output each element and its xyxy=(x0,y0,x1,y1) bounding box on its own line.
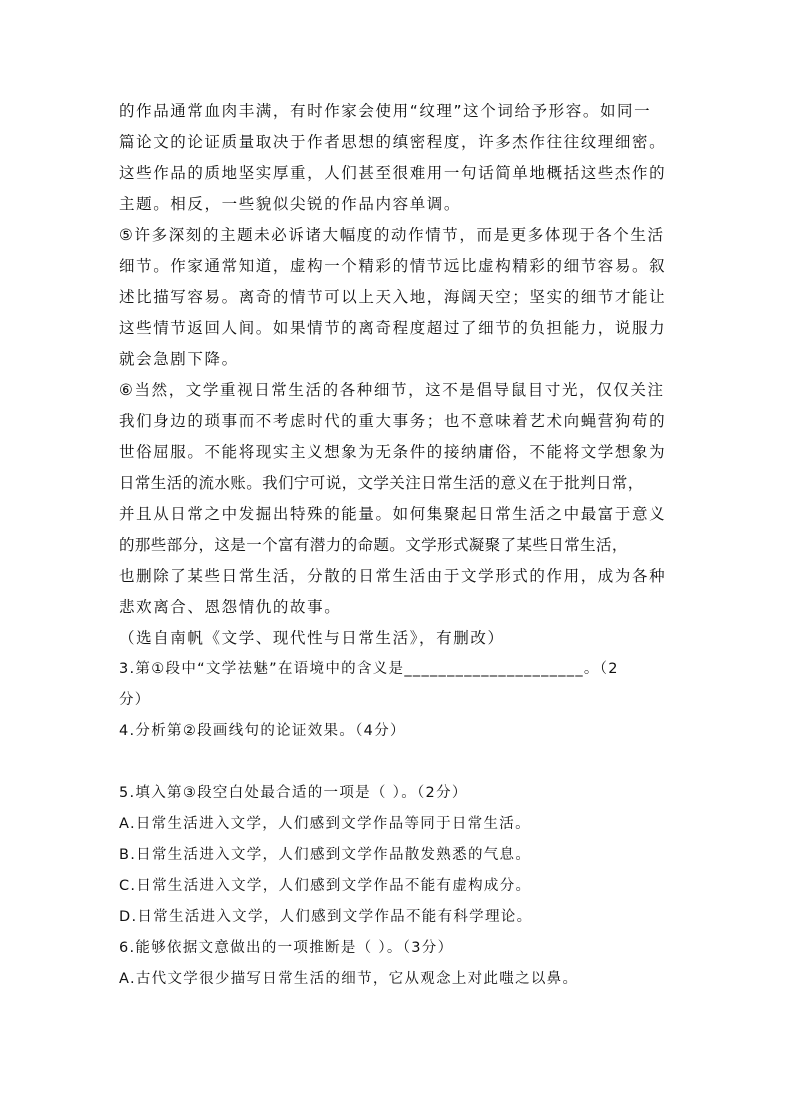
question-5-option-a: A.日常生活进入文学，人们感到文学作品等同于日常生活。 xyxy=(119,816,531,832)
question-4: 4.分析第②段画线句的论证效果。（4分） xyxy=(119,723,406,739)
question-6: 6.能够依据文意做出的一项推断是（ ）。（3分） xyxy=(119,940,454,956)
question-5-option-d: D.日常生活进入文学，人们感到文学作品不能有科学理论。 xyxy=(119,909,533,925)
paragraph-6-line: 悲欢离合、恩怨情仇的故事。 xyxy=(119,598,342,616)
paragraph-6-line: ⑥当然，文学重视日常生活的各种细节，这不是倡导鼠目寸光，仅仅关注 xyxy=(119,381,665,399)
question-5: 5.填入第③段空白处最合适的一项是（ ）。（2分） xyxy=(119,785,468,801)
paragraph-6-line: 我们身边的琐事而不考虑时代的重大事务；也不意味着艺术向蝇营狗苟的 xyxy=(119,412,667,430)
paragraph-6-line: 并且从日常之中发掘出特殊的能量。如何集聚起日常生活之中最富于意义 xyxy=(119,505,667,523)
paragraph-6-line: 世俗屈服。不能将现实主义想象为无条件的接纳庸俗，不能将文学想象为 xyxy=(119,443,667,461)
paragraph-5-line: 就会急剧下降。 xyxy=(119,350,239,368)
paragraph-6-line: 日常生活的流水账。我们宁可说，文学关注日常生活的意义在于批判日常， xyxy=(119,474,644,492)
question-6-option-a: A.古代文学很少描写日常生活的细节，它从观念上对此嗤之以鼻。 xyxy=(119,971,579,987)
document-page xyxy=(119,96,679,995)
source-citation: （选自南帆《文学、现代性与日常生活》，有删改） xyxy=(119,629,505,647)
question-3-continued: 分） xyxy=(119,692,151,708)
body-text-line: 的作品通常血肉丰满，有时作家会使用“纹理”这个词给予形容。如同一 xyxy=(119,102,652,120)
question-3: 3.第①段中“文学祛魅”在语境中的含义是_____________________。（2 xyxy=(119,661,619,677)
paragraph-6-line: 的那些部分，这是一个富有潜力的命题。文学形式凝聚了某些日常生活， xyxy=(119,536,628,554)
body-text-line: 主题。相反，一些貌似尖锐的作品内容单调。 xyxy=(119,195,462,213)
paragraph-5-line: 述比描写容易。离奇的情节可以上天入地，海阔天空；坚实的细节才能让 xyxy=(119,288,667,306)
question-5-option-c: C.日常生活进入文学，人们感到文学作品不能有虚构成分。 xyxy=(119,878,532,894)
paragraph-5-line: 这些情节返回人间。如果情节的离奇程度超过了细节的负担能力，说服力 xyxy=(119,319,667,337)
question-5-option-b: B.日常生活进入文学，人们感到文学作品散发熟悉的气息。 xyxy=(119,847,532,863)
paragraph-5-line: ⑤许多深刻的主题未必诉诸大幅度的动作情节，而是更多体现于各个生活 xyxy=(119,226,665,244)
paragraph-6-line: 也删除了某些日常生活，分散的日常生活由于文学形式的作用，成为各种 xyxy=(119,567,667,585)
blank-line xyxy=(119,747,679,778)
body-text-line: 这些作品的质地坚实厚重，人们甚至很难用一句话简单地概括这些杰作的 xyxy=(119,164,667,182)
body-text-line: 篇论文的论证质量取决于作者思想的缜密程度，许多杰作往往纹理细密。 xyxy=(119,133,667,151)
paragraph-5-line: 细节。作家通常知道，虚构一个精彩的情节远比虚构精彩的细节容易。叙 xyxy=(119,257,667,275)
